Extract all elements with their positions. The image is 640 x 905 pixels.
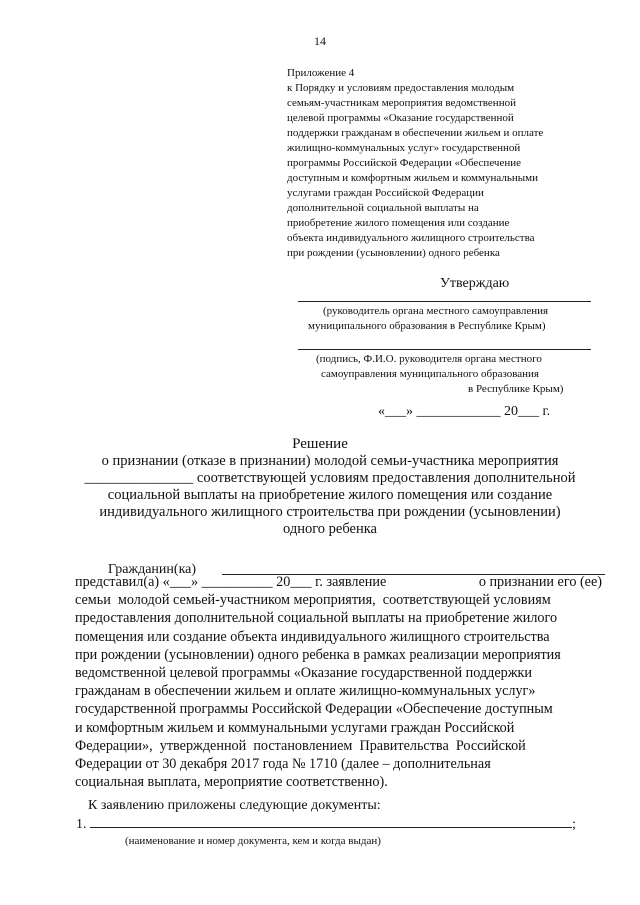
appendix-line: приобретение жилого помещения или создание: [287, 217, 510, 229]
page-number: 14: [314, 34, 326, 48]
signature-line: [298, 349, 591, 350]
body-line: [75, 573, 602, 591]
head-name-line: [298, 301, 591, 302]
decision-subtitle-line: _______________ соответствующей условиям предоставления дополнительной: [84, 470, 576, 486]
body-line-text: ведомственной целевой программы «Оказание государственной поддержки: [75, 665, 532, 682]
sign-caption-2: самоуправления муниципального образования: [321, 368, 539, 380]
sign-caption-1: (подпись, Ф.И.О. руководителя органа местного: [316, 353, 542, 365]
body-line: [75, 737, 602, 755]
decision-subtitle: [70, 453, 590, 538]
head-caption-1: (руководитель органа местного самоуправления: [323, 305, 549, 317]
body-line-text: социальная выплата, мероприятие соответственно).: [75, 774, 388, 791]
body-line-text: семьи молодой семьей-участником мероприятия, соответствующей условиям: [75, 592, 551, 609]
appendix-line: программы Российской Федерации «Обеспечение: [287, 157, 522, 169]
appendix-line: объекта индивидуального жилищного строительства: [287, 232, 535, 244]
citizen-label: Гражданин(ка): [108, 562, 197, 577]
body-line: [75, 700, 602, 718]
appendix-line: при рождении (усыновлении) одного ребенка: [287, 247, 500, 259]
body-line: [75, 719, 602, 737]
decision-subtitle-line: одного ребенка: [282, 521, 377, 537]
body-line: [75, 664, 602, 682]
body-line-part: представил(а) «___» __________ 20___ г. заявление: [75, 574, 387, 590]
decision-subtitle-line: о признании (отказе в признании) молодой семьи-участника мероприятия: [101, 453, 559, 469]
attachments-heading: К заявлению приложены следующие документы:: [88, 798, 381, 813]
attachment-number: 1.: [76, 817, 87, 832]
appendix-line: дополнительной социальной выплаты на: [287, 202, 479, 214]
body-line-text: предоставления дополнительной социальной выплаты на приобретение жилого: [75, 610, 558, 627]
decision-title: Решение: [292, 436, 348, 452]
body-line: [75, 591, 602, 609]
appendix-line: доступным и комфортным жильем и коммунальными: [287, 172, 538, 184]
appendix-line: к Порядку и условиям предоставления молодым: [287, 82, 515, 94]
decision-subtitle-line: индивидуального жилищного строительства при рождении (усыновлении): [99, 504, 561, 520]
attachment-blank-line: [90, 815, 572, 828]
body-line-text: при рождении (усыновлении) одного ребенка в рамках реализации мероприятия: [75, 646, 561, 663]
body-line: [75, 682, 602, 700]
appendix-line: Приложение 4: [287, 67, 355, 79]
attachment-hint: (наименование и номер документа, кем и когда выдан): [125, 835, 381, 847]
body-line: [75, 646, 602, 664]
body-line: [75, 755, 602, 773]
body-line-part: о признании его (ее): [478, 574, 602, 590]
body-line: [75, 628, 602, 646]
appendix-line: услугами граждан Российской Федерации: [287, 187, 484, 199]
attachment-end: ;: [572, 817, 576, 832]
body-line-text: помещения или создание объекта индивидуального жилищного строительства: [75, 628, 550, 645]
body-line-text: Федерации», утвержденной постановлением Правительства Российской: [75, 737, 526, 754]
body-line-text: Федерации от 30 декабря 2017 года № 1710 (далее – дополнительная: [75, 756, 491, 773]
body-line: [75, 773, 602, 791]
appendix-line: семьям-участникам мероприятия ведомственной: [287, 97, 516, 109]
appendix-block: [287, 66, 597, 261]
approval-heading: Утверждаю: [440, 276, 510, 291]
head-caption-2: муниципального образования в Республике Крым): [308, 320, 546, 332]
decision-subtitle-line: социальной выплаты на приобретение жилого помещения или создание: [107, 487, 553, 503]
appendix-line: жилищно-коммунальных услуг» государственной: [287, 142, 521, 154]
approval-date: «___» ____________ 20___ г.: [378, 404, 551, 419]
body-line-text: государственной программы Российской Федерации «Обеспечение доступным: [75, 701, 553, 718]
attachment-item: [76, 815, 576, 833]
body-line-text: гражданам в обеспечении жильем и оплате жилищно-коммунальных услуг»: [75, 683, 536, 700]
body-line-text: и комфортным жильем и коммунальными услугами граждан Российской: [75, 719, 515, 736]
appendix-line: поддержки гражданам в обеспечении жильем и оплате: [287, 127, 544, 139]
sign-caption-3: в Республике Крым): [468, 383, 564, 395]
body-paragraph: [75, 573, 602, 791]
appendix-line: целевой программы «Оказание государственной: [287, 112, 514, 124]
body-line: [75, 609, 602, 627]
